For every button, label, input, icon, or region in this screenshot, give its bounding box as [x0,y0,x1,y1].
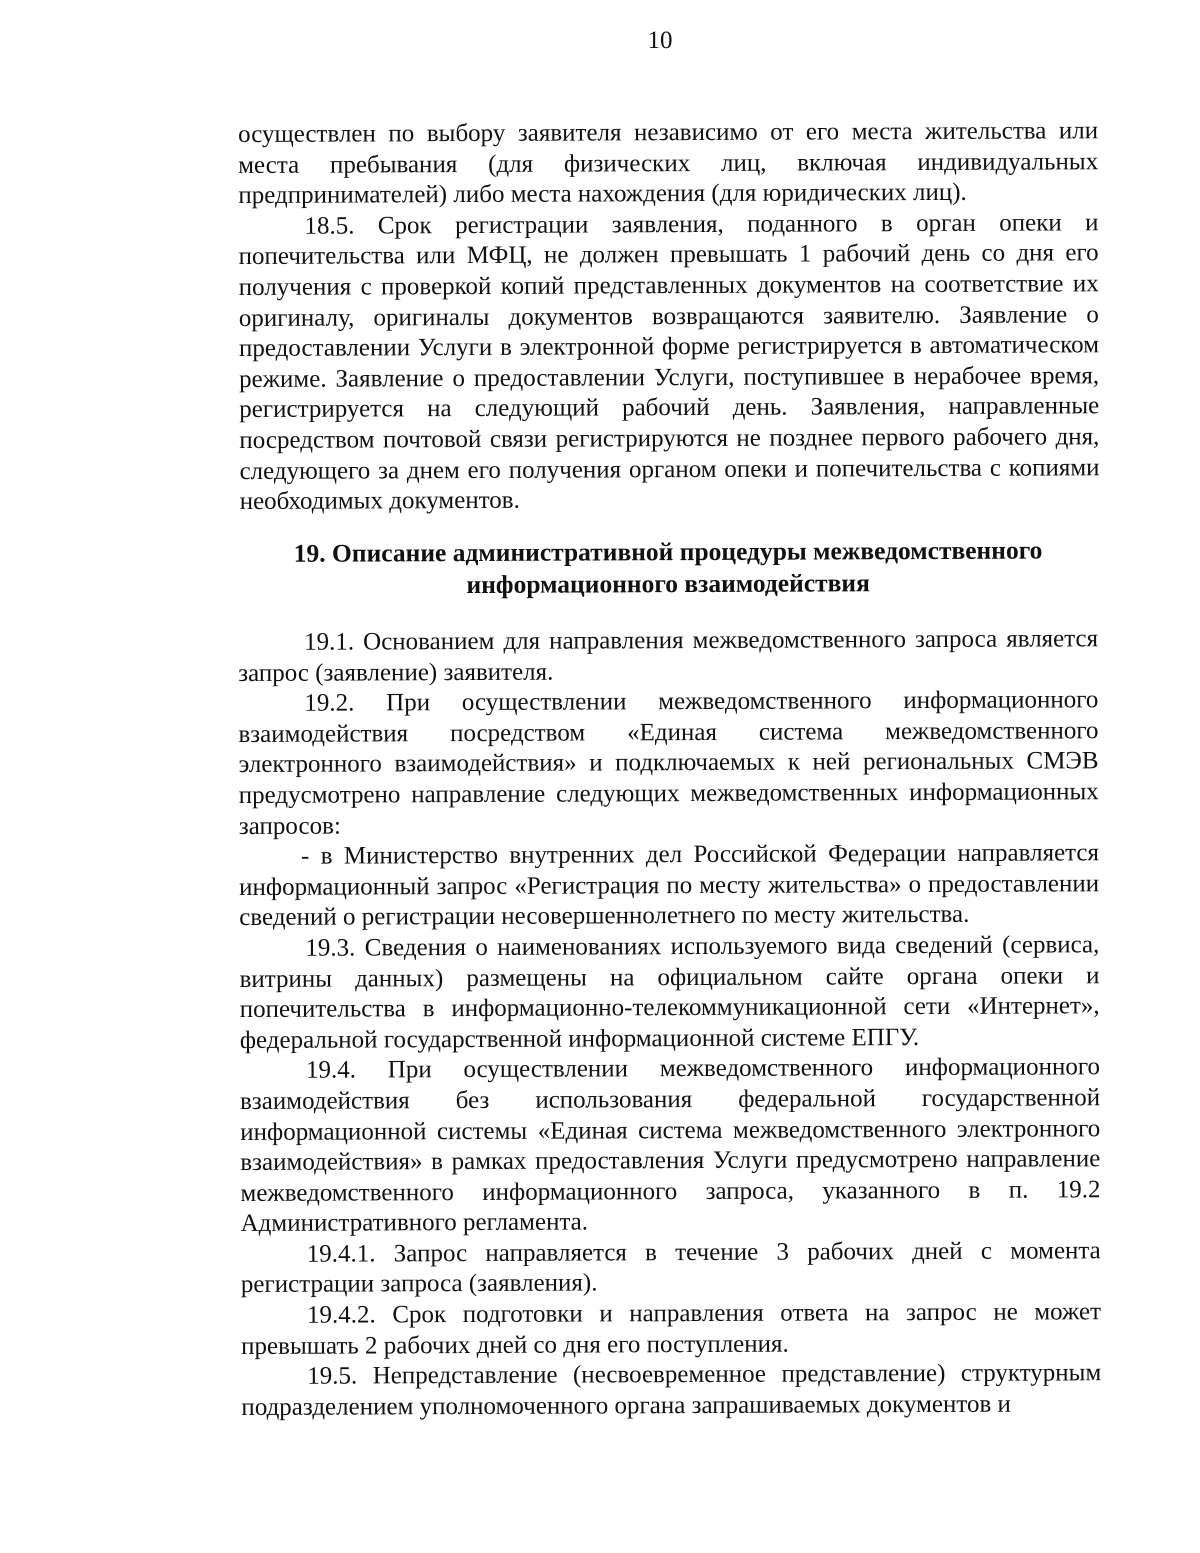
paragraph-19-4: 19.4. При осуществлении межведомственного информационного взаимодействия без использования федеральной государственной информационной системы «Единая система межведомственного электронного взаимодействия» в рамках предоставления Услуги предусмотрено направление межведомственного информационного запроса, указанного в п. 19.2 Административного регламента. [240,1053,1101,1238]
page-number: 10 [647,27,673,54]
paragraph-18-5: 18.5. Срок регистрации заявления, поданного в орган опеки и попечительства или МФЦ, не должен превышать 1 рабочий день со дня его получения с проверкой копий представленных документов на соответствие их оригиналу, оригиналы документов возвращаются заявителю. Заявление о предоставлении Услуги в электронной форме регистрируется в автоматическом режиме. Заявление о предоставлении Услуги, поступившее в нерабочее время, регистрируется на следующий рабочий день. Заявления, направленные посредством почтовой связи регистрируются не позднее первого рабочего дня, следующего за днем его получения органом опеки и попечительства с копиями необходимых документов. [238,209,1100,516]
section-title-line-1: 19. Описание административной процедуры межведомственного [293,535,1043,568]
paragraph-19-4-2: 19.4.2. Срок подготовки и направления ответа на запрос не может превышать 2 рабочих дней со дня его поступления. [241,1298,1102,1360]
paragraph-19-1: 19.1. Основанием для направления межведомственного запроса является запрос (заявление) заявителя. [238,625,1099,687]
paragraph-19-2-item: - в Министерство внутренних дел Российской Федерации направляется информационный запрос «Регистрация по месту жительства» о предоставлении сведений о регистрации несовершеннолетнего по месту жительства. [239,839,1100,932]
paragraph-19-2: 19.2. При осуществлении межведомственного информационного взаимодействия посредством «Единая система межведомственного электронного взаимодействия» и подключаемых к ней региональных СМЭВ предусмотрено направление следующих межведомственных информационных запросов: [238,686,1099,840]
paragraph-continuation: осуществлен по выбору заявителя независимо от его места жительства или места пребывания (для физических лиц, включая индивидуальных предпринимателей) либо места нахождения (для юридических лиц). [238,117,1099,210]
paragraph-19-3: 19.3. Сведения о наименованиях используемого вида сведений (сервиса, витрины данных) размещены на официальном сайте органа опеки и попечительства в информационно-телекоммуникационной сети «Интернет», федеральной государственной информационной системе ЕПГУ. [239,931,1100,1054]
section-title-line-2: информационного взаимодействия [466,568,870,600]
intro-block [238,116,1100,517]
section-19-body [238,624,1101,1423]
paragraph-19-4-1: 19.4.1. Запрос направляется в течение 3 рабочих дней с момента регистрации запроса (заявления). [240,1237,1101,1299]
paragraph-19-5: 19.5. Непредставление (несвоевременное представление) структурным подразделением уполномоченного органа запрашиваемых документов и [241,1359,1102,1421]
section-19-heading [238,534,1098,602]
